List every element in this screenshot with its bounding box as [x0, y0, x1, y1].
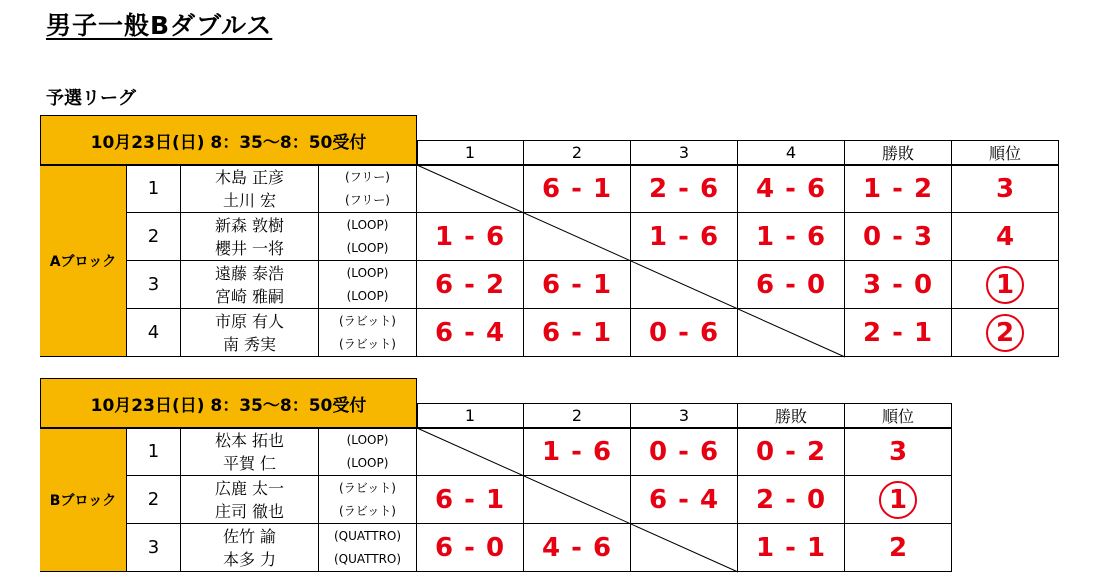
- player-name: 木島 正彦: [214, 167, 285, 187]
- column-header-label: 3: [678, 142, 690, 162]
- player-name: 松本 拓也: [214, 430, 285, 450]
- player-name: 本多 力: [222, 549, 277, 569]
- match-score-text: 6 - 2: [434, 269, 506, 300]
- column-header-label: 1: [464, 142, 476, 162]
- team-name: (ラビット): [339, 480, 396, 495]
- team-name: (LOOP): [346, 432, 389, 447]
- match-score-text: 6 - 1: [541, 173, 613, 204]
- column-header-label: 2: [571, 405, 583, 425]
- rank-circle: 2: [986, 314, 1024, 352]
- team-name: (ラビット): [339, 503, 396, 518]
- match-score-text: 6 - 1: [434, 484, 506, 515]
- match-score-text: 4 - 6: [541, 532, 613, 563]
- rank-circle: 1: [879, 481, 917, 519]
- rank-text: 2: [888, 532, 908, 563]
- player-name: 市原 有人: [214, 311, 285, 331]
- win-loss-text: 1 - 1: [755, 532, 827, 563]
- player-name: 櫻井 一将: [214, 238, 285, 258]
- team-name: (ラビット): [339, 336, 396, 351]
- win-loss-text: 2 - 1: [862, 317, 934, 348]
- match-score-text: 4 - 6: [755, 173, 827, 204]
- row-number-text: 1: [147, 178, 160, 199]
- time-header-text: 10月23日(日) 8：35～8：50受付: [90, 132, 367, 153]
- column-header-label: 勝敗: [774, 406, 807, 426]
- team-name: (フリー): [345, 169, 390, 184]
- rank-text: 3: [888, 436, 908, 467]
- diagonal-line: [417, 428, 738, 572]
- match-score-text: 1 - 6: [541, 436, 613, 467]
- page-title: 男子一般Bダブルス: [46, 11, 273, 40]
- time-header-text: 10月23日(日) 8：35～8：50受付: [90, 395, 367, 416]
- match-score-text: 0 - 6: [648, 436, 720, 467]
- player-name: 新森 敦樹: [214, 215, 285, 235]
- team-name: (ラビット): [339, 313, 396, 328]
- player-name: 平賀 仁: [222, 453, 277, 473]
- rank-text: 4: [995, 221, 1015, 252]
- column-header-label: 2: [571, 142, 583, 162]
- row-number-text: 2: [147, 226, 160, 247]
- match-score-text: 1 - 6: [755, 221, 827, 252]
- win-loss-text: 0 - 2: [755, 436, 827, 467]
- match-score-text: 2 - 6: [648, 173, 720, 204]
- player-name: 遠藤 泰浩: [214, 263, 285, 283]
- player-name: 広鹿 太一: [214, 478, 285, 498]
- player-name: 南 秀実: [222, 334, 277, 354]
- win-loss-text: 0 - 3: [862, 221, 934, 252]
- team-name: (QUATTRO): [333, 528, 402, 543]
- match-score-text: 6 - 4: [434, 317, 506, 348]
- team-name: (LOOP): [346, 288, 389, 303]
- column-header-label: 3: [678, 405, 690, 425]
- rank-text: 3: [995, 173, 1015, 204]
- team-name: (LOOP): [346, 240, 389, 255]
- match-score-text: 6 - 1: [541, 269, 613, 300]
- row-number-text: 1: [147, 441, 160, 462]
- row-number-text: 2: [147, 489, 160, 510]
- block-name: Bブロック: [49, 492, 117, 509]
- section-subtitle: 予選リーグ: [46, 88, 136, 109]
- team-name: (LOOP): [346, 217, 389, 232]
- block-name: Aブロック: [49, 253, 117, 270]
- player-name: 庄司 徹也: [214, 501, 285, 521]
- player-name: 佐竹 諭: [222, 526, 277, 546]
- column-header-label: 順位: [988, 143, 1021, 163]
- team-name: (LOOP): [346, 455, 389, 470]
- win-loss-text: 1 - 2: [862, 173, 934, 204]
- player-name: 宮崎 雅嗣: [214, 286, 285, 306]
- column-header-label: 1: [464, 405, 476, 425]
- column-header-label: 4: [785, 142, 797, 162]
- match-score-text: 6 - 0: [434, 532, 506, 563]
- match-score-text: 1 - 6: [434, 221, 506, 252]
- match-score-text: 6 - 0: [755, 269, 827, 300]
- team-name: (QUATTRO): [333, 551, 402, 566]
- match-score-text: 6 - 1: [541, 317, 613, 348]
- row-number-text: 3: [147, 274, 160, 295]
- match-score-text: 1 - 6: [648, 221, 720, 252]
- column-header-label: 勝敗: [881, 143, 914, 163]
- column-header-label: 順位: [881, 406, 914, 426]
- win-loss-text: 3 - 0: [862, 269, 934, 300]
- team-name: (LOOP): [346, 265, 389, 280]
- row-number-text: 4: [147, 322, 160, 343]
- win-loss-text: 2 - 0: [755, 484, 827, 515]
- rank-circle: 1: [986, 266, 1024, 304]
- match-score-text: 6 - 4: [648, 484, 720, 515]
- row-number-text: 3: [147, 537, 160, 558]
- team-name: (フリー): [345, 192, 390, 207]
- match-score-text: 0 - 6: [648, 317, 720, 348]
- player-name: 土川 宏: [222, 190, 277, 210]
